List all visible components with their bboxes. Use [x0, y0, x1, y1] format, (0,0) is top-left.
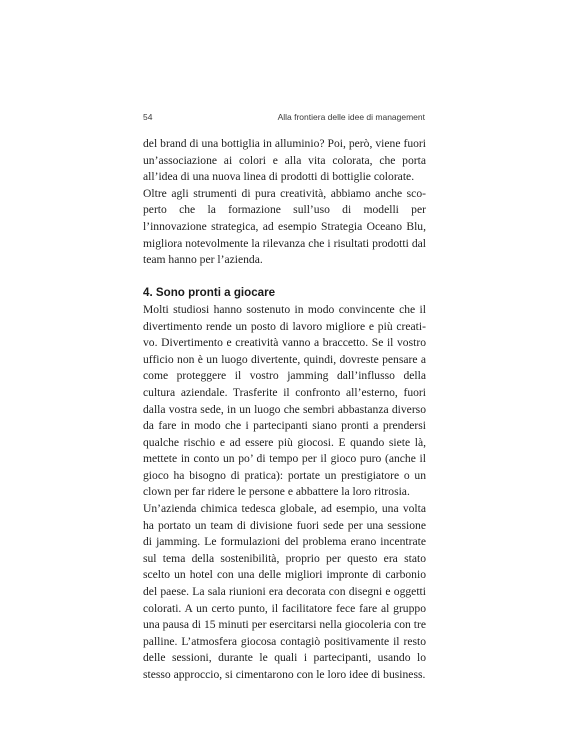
paragraph-4: Un’azienda chimica tedesca globale, ad esempio, una volta ha portato un team di divisione fuori sede per una sessione di jamming. Le formulazioni del problema erano incentrate sul tema della sostenibilità, proprio per questo era stato scelto un hotel con una delle migliori impronte di carbonio del paese. La sala riunioni era decorata con disegni e oggetti colorati. A un certo punto, il facilitatore fece fare al gruppo una pausa di 15 minuti per esercitarsi nella giocoleria con tre palline. L’atmosfera giocosa contagiò positivamente il resto delle sessioni, durante le quali i partecipanti, usando lo stesso approccio, si cimentarono con le loro idee di business. [143, 502, 426, 681]
running-header [143, 112, 425, 126]
running-title: Alla frontiera delle idee di management [277, 112, 425, 122]
paragraph-2: Oltre agli strumenti di pura creatività, abbiamo anche scoperto che la formazione sull’uso di modelli per l’innovazione strategica, ad esempio Strategia Oceano Blu, migliora notevolmente la rilevanza che i risultati prodotti dal team hanno per l’azienda. [143, 186, 426, 267]
body-text [143, 136, 426, 684]
section-heading: 4. Sono pronti a giocare [143, 286, 276, 300]
paragraph-1: del brand di una bottiglia in alluminio? Poi, però, viene fuori un’associazione ai colori e alla vita colorata, che porta all’idea di una nuova linea di prodotti di bottiglie colorate. [143, 137, 426, 184]
paragraph-3: Molti studiosi hanno sostenuto in modo convincente che il divertimento rende un posto di lavoro migliore e più creativo. Divertimento e creatività vanno a braccetto. Se il vostro ufficio non è un luogo divertente, quindi, dovreste pensare a come proteggere il vostro jamming dall’influsso della cultura aziendale. Trasferite il confronto all’esterno, fuori dalla vostra sede, in un luogo che sembri abbastanza diverso da fare in modo che i partecipanti siano pronti a prendersi qualche rischio e ad essere più giocosi. E quando siete là, mettete in conto un po’ di tempo per il gioco puro (anche il gioco ha bisogno di pratica): portate un prestigiatore o un clown per far ridere le persone e abbattere la loro ritrosia. [143, 302, 426, 499]
page-number: 54 [143, 112, 153, 122]
